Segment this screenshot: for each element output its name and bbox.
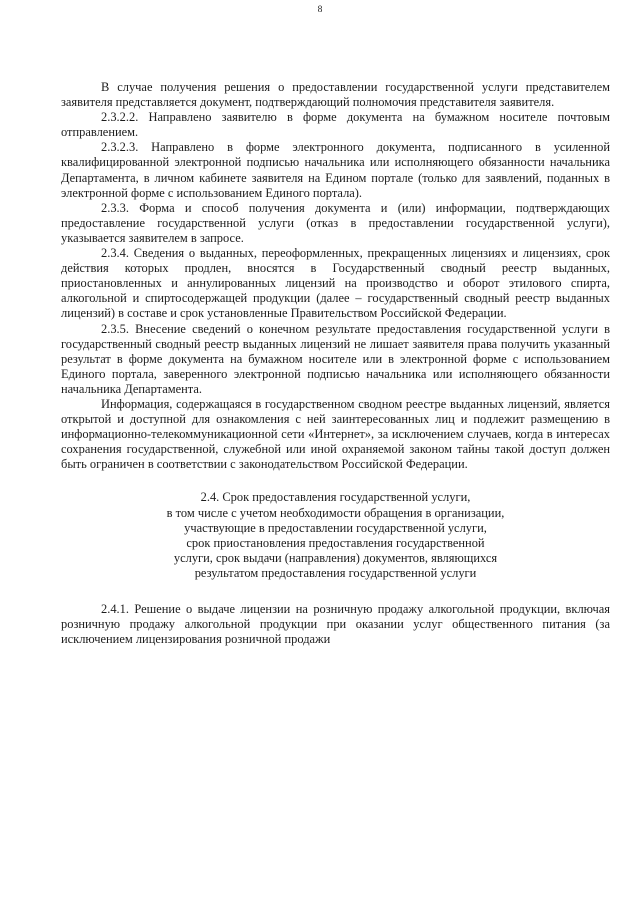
paragraph-2-3-5: 2.3.5. Внесение сведений о конечном результате предоставления государственной услуги в государственный сводный реестр выданных лицензий не лишает заявителя права получить указанный результат в форме документа на бумажном носителе или в электронной форме с использованием Единого портала, заверенного электронной подписью начальника или исполняющего обязанности начальника Департамента. xyxy=(61,321,610,396)
heading-line: участвующие в предоставлении государственной услуги, xyxy=(184,520,487,535)
heading-line: в том числе с учетом необходимости обращения в организации, xyxy=(166,505,505,520)
paragraph-representative: В случае получения решения о предоставлении государственной услуги представителем заявителя представляется документ, подтверждающий полномочия представителя заявителя. xyxy=(61,80,610,110)
section-heading-2-4 xyxy=(61,490,610,581)
heading-line: 2.4. Срок предоставления государственной услуги, xyxy=(200,490,471,505)
heading-line: услуги, срок выдачи (направления) документов, являющихся xyxy=(173,550,498,565)
heading-line: результатом предоставления государственной услуги xyxy=(194,565,477,580)
paragraph-registry-info: Информация, содержащаяся в государственном сводном реестре выданных лицензий, является открытой и доступной для ознакомления с ней заинтересованных лиц и подлежит размещению в информационно-телекоммуникационной сети «Интернет», за исключением случаев, когда в интересах сохранения государственной, служебной или иной охраняемой законом тайны такой доступ должен быть ограничен в соответствии с законодательством Российской Федерации. xyxy=(61,396,610,472)
paragraph-2-3-2-2: 2.3.2.2. Направлено заявителю в форме документа на бумажном носителе почтовым отправлением. xyxy=(61,110,610,140)
paragraph-2-3-2-3: 2.3.2.3. Направлено в форме электронного документа, подписанного в усиленной квалифицированной электронной подписью начальника или исполняющего обязанности начальника Департамента, в личном кабинете заявителя на Едином портале (только для заявлений, поданных в электронной форме с использованием Единого портала). xyxy=(61,140,610,200)
paragraph-2-3-4: 2.3.4. Сведения о выданных, переоформленных, прекращенных лицензиях и лицензиях, срок действия которых продлен, вносятся в Государственный сводный реестр выданных, приостановленных и аннулированных лицензий на производство и оборот этилового спирта, алкогольной и спиртосодержащей продукции (далее – государственный сводный реестр выданных лицензий) в составе и срок установленные Правительством Российской Федерации. xyxy=(61,246,610,321)
paragraph-2-4-1: 2.4.1. Решение о выдаче лицензии на розничную продажу алкогольной продукции, включая розничную продажу алкогольной продукции при оказании услуг общественного питания (за исключением лицензирования розничной продажи xyxy=(61,602,610,647)
heading-line: срок приостановления предоставления государственной xyxy=(186,535,485,550)
document-body xyxy=(61,80,610,647)
paragraph-2-3-3: 2.3.3. Форма и способ получения документа и (или) информации, подтверждающих предоставление государственной услуги (отказ в предоставлении государственной услуги), указывается заявителем в запросе. xyxy=(61,200,610,245)
page-number: 8 xyxy=(317,5,323,15)
